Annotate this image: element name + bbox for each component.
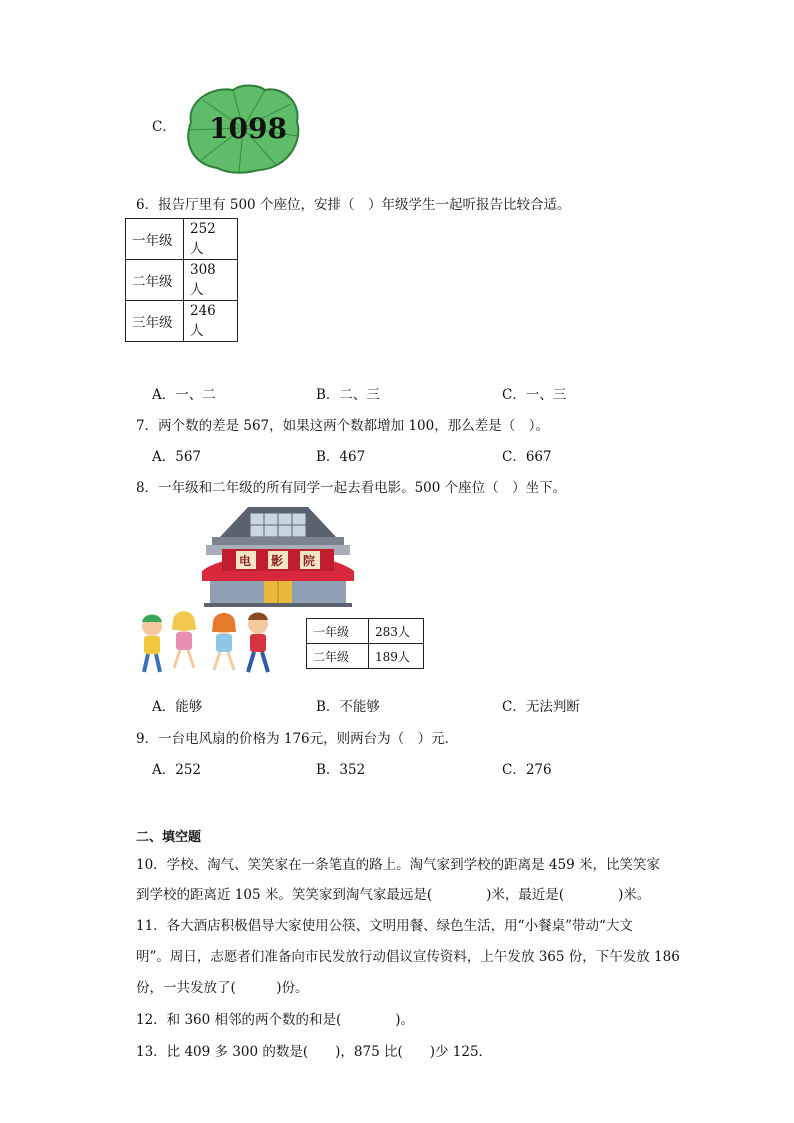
table-cell: 189人 — [369, 644, 424, 669]
table-cell: 一年级 — [307, 619, 369, 644]
section-title: 二、填空题 — [136, 830, 202, 845]
q11-line: 明”。周日，志愿者们准备向市民发放行动倡议宣传资料，上午发放 365 份，下午发放 186 — [136, 949, 680, 965]
cinema-sign-char: 院 — [303, 554, 316, 568]
q10-line: 到学校的距离近 105 米。笑笑家到淘气家最远是( )米，最近是( )米。 — [136, 887, 651, 903]
q9-option-b[interactable]: B．352 — [316, 762, 366, 778]
q7-text: 7．两个数的差是 567，如果这两个数都增加 100，那么差是（ ）。 — [136, 418, 549, 434]
q12-text: 12．和 360 相邻的两个数的和是( )。 — [136, 1012, 415, 1028]
table-cell: 二年级 — [307, 644, 369, 669]
q6-option-b[interactable]: B．二、三 — [316, 387, 380, 403]
table-row — [307, 644, 424, 669]
q9-text: 9．一台电风扇的价格为 176元，则两台为（ ）元． — [136, 731, 459, 747]
q8-option-a[interactable]: A．能够 — [152, 699, 203, 715]
table-row — [307, 619, 424, 644]
q6-option-a[interactable]: A．一、二 — [152, 387, 216, 403]
table-cell: 252 人 — [184, 219, 238, 260]
q13-text: 13．比 409 多 300 的数是( )，875 比( )少 125． — [136, 1044, 493, 1060]
q8-text: 8．一年级和二年级的所有同学一起去看电影。500 个座位（ ）坐下。 — [136, 480, 567, 496]
table-cell: 283人 — [369, 619, 424, 644]
q6-table — [125, 218, 238, 342]
q11-line: 11．各大酒店积极倡导大家使用公筷、文明用餐、绿色生活，用“小餐桌”带动“大文 — [136, 918, 633, 934]
table-cell: 二年级 — [126, 260, 184, 301]
q9-option-c[interactable]: C．276 — [502, 762, 552, 778]
table-cell: 一年级 — [126, 219, 184, 260]
cinema-image — [200, 505, 356, 607]
table-row — [126, 301, 238, 342]
q10-line: 10．学校、淘气、笑笑家在一条笔直的路上。淘气家到学校的距离是 459 米，比笑笑家 — [136, 857, 661, 873]
q8-table — [306, 618, 424, 669]
table-cell: 三年级 — [126, 301, 184, 342]
table-cell: 308 人 — [184, 260, 238, 301]
q8-option-c[interactable]: C．无法判断 — [502, 699, 580, 715]
q6-option-c[interactable]: C．一、三 — [502, 387, 567, 403]
table-row — [126, 260, 238, 301]
q7-option-c[interactable]: C．667 — [502, 449, 552, 465]
cinema-sign-char: 电 — [239, 554, 252, 568]
q7-option-a[interactable]: A．567 — [152, 449, 202, 465]
children-icon — [132, 608, 276, 680]
q11-line: 份，一共发放了( )份。 — [136, 980, 309, 996]
q6-text: 6．报告厅里有 500 个座位，安排（ ）年级学生一起听报告比较合适。 — [136, 197, 571, 213]
cinema-sign-char: 影 — [271, 554, 284, 568]
q8-option-b[interactable]: B．不能够 — [316, 699, 380, 715]
lotus-leaf-image — [183, 82, 303, 174]
q7-option-b[interactable]: B．467 — [316, 449, 366, 465]
table-cell: 246 人 — [184, 301, 238, 342]
q5-option-c-label: C． — [152, 119, 176, 135]
table-row — [126, 219, 238, 260]
children-image — [132, 608, 276, 680]
q9-option-a[interactable]: A．252 — [152, 762, 202, 778]
lotus-number: 1098 — [209, 112, 287, 145]
